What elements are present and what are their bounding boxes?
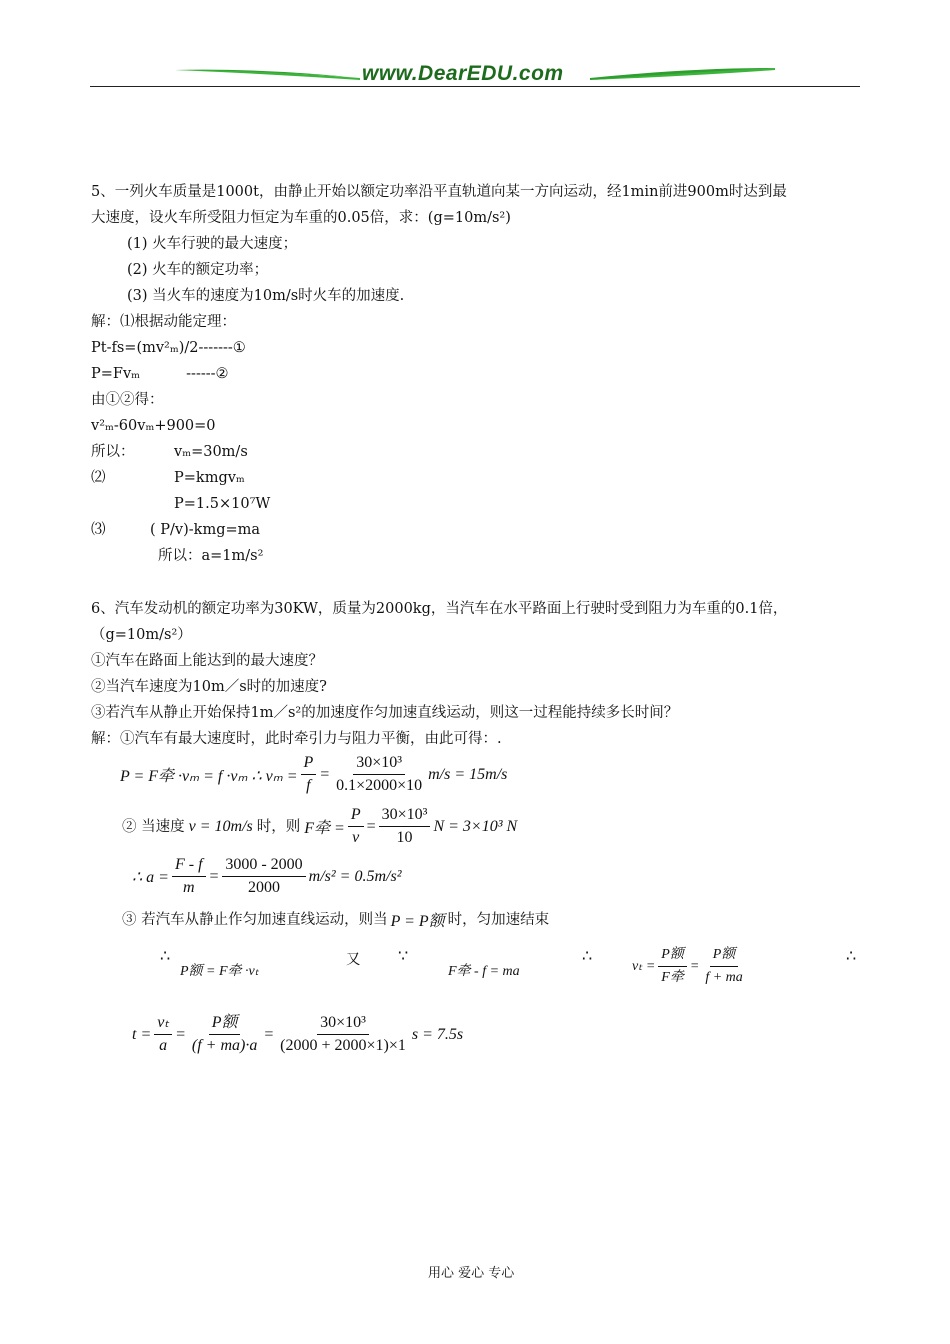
q6-equation-2: ② 当速度 v = 10m/s 时，则 F牵 = $\frac{P}{v}$ = $\frac{\text{30×10³}}{10}$ N = 3×10³ N	[122, 806, 518, 846]
q6-solution-intro: 解：①汽车有最大速度时，此时牵引力与阻力平衡，由此可得：.	[91, 731, 502, 747]
eq6-f1-num: vₜ	[154, 1014, 172, 1035]
q5-solution-4: 由①②得：	[91, 392, 164, 408]
q5-solution-9-label: ⑶	[91, 522, 106, 538]
eq3-pre: ∴ a =	[132, 868, 169, 886]
eq6-lhs: t =	[132, 1025, 152, 1043]
eq4-condition: P = P额	[390, 913, 445, 930]
q5-solution-7-label: ⑵	[91, 470, 106, 486]
eq6-f3-num: 30×10³	[317, 1014, 369, 1035]
q5-solution-6-label: 所以：	[91, 444, 135, 460]
eq2-force: F牵 =	[304, 820, 345, 837]
eq3-f1-den: m	[182, 879, 195, 896]
q6-line1: 6、汽车发动机的额定功率为30KW，质量为2000kg，当汽车在水平路面上行驶时受到阻力为车重的0.1倍，	[91, 601, 788, 617]
eq3-f2-den: 2000	[247, 879, 280, 896]
q5-solution-8: P=1.5×10⁷W	[174, 496, 271, 512]
eq5-therefore-1: ∴	[160, 948, 171, 965]
eq1-lhs: P = F牵 ·vₘ = f ·vₘ ∴ vₘ =	[120, 768, 298, 785]
logo-text: www.DearEDU.com	[362, 62, 564, 85]
eq1-f1-num: P	[301, 754, 317, 775]
eq1-f2-den: 0.1×2000×10	[336, 777, 423, 794]
eq2-mid: 时，则	[256, 818, 301, 835]
q5-sub3: (3) 当火车的速度为10m/s时火车的加速度.	[127, 288, 405, 304]
q5-solution-9-value: ( P/v)-kmg=ma	[150, 522, 261, 538]
eq1-f2-num: 30×10³	[353, 754, 405, 775]
q5-sub2: (2) 火车的额定功率；	[127, 262, 269, 278]
q6-sub3: ③若汽车从静止开始保持1m／s²的加速度作匀加速直线运动，则这一过程能持续多长时间？	[91, 705, 679, 721]
eq3-f2-num: 3000 - 2000	[222, 856, 305, 877]
q6-equation-4	[122, 908, 549, 931]
eq5-therefore-3: ∴	[846, 948, 857, 965]
eq2-velocity: v = 10m/s	[188, 817, 253, 835]
eq5-a: P额 = F牵 ·vₜ	[180, 964, 259, 979]
q5-solution-1: 解：⑴根据动能定理：	[91, 314, 236, 330]
eq5-c-lhs: vₜ =	[632, 959, 656, 974]
eq6-f2-num: P额	[209, 1014, 241, 1035]
eq6-fraction-2	[189, 1014, 260, 1055]
eq1-fraction-1	[301, 754, 317, 795]
eq5-because: ∵	[398, 948, 409, 965]
eq1-f1-den: f	[306, 777, 311, 794]
q6-equation-3: ∴ a = $\frac{F - f}{m}$ = $\frac{3000 - 2000}{2000}$ m/s² = 0.5m/s²	[132, 856, 402, 896]
q5-line2: 大速度，设火车所受阻力恒定为车重的0.05倍，求：(g=10m/s²)	[91, 210, 511, 226]
eq6-f2-den: (f + ma)·a	[191, 1037, 258, 1054]
eq2-f1-num: P	[348, 806, 364, 827]
eq5-c: vₜ = $\frac{\text{P额}}{\text{F牵}}$ = $\frac{\text{P额}}{f + ma}$	[632, 946, 749, 987]
q6-line2: （g=10m/s²）	[91, 627, 192, 643]
q5-solution-10: 所以：a=1m/s²	[158, 548, 264, 564]
eq2-pre: ② 当速度	[122, 818, 185, 835]
q5-solution-3: P=Fvₘ ------②	[91, 366, 229, 382]
q6-sub1: ①汽车在路面上能达到的最大速度？	[91, 653, 323, 669]
eq1-rhs: m/s = 15m/s	[428, 765, 508, 783]
eq5-therefore-2: ∴	[582, 948, 593, 965]
eq6-rhs: s = 7.5s	[411, 1025, 464, 1043]
q6-sub2: ②当汽车速度为10m／s时的加速度?	[91, 679, 327, 695]
eq5-c-fraction-1	[658, 946, 687, 987]
eq6-fraction-1	[154, 1014, 172, 1055]
eq2-f2-den: 10	[396, 829, 413, 846]
q6-equation-6: t = $\frac{\text{vₜ}}{a}$ = $\frac{\text{P额}}{(f + ma)\cdot a}$ = $\frac{\text{30×10³}}{(2000 + 2000\times 1)\times 1}$ s = 7.5s	[132, 1014, 464, 1054]
eq3-f1-num: F - f	[172, 856, 206, 877]
eq5-b: F牵 - f = ma	[448, 964, 520, 979]
q5-solution-2: Pt-fs=(mv²ₘ)/2-------①	[91, 340, 246, 356]
eq2-fraction-1	[348, 806, 364, 847]
eq4-tail: 时，匀加速结束	[447, 911, 550, 928]
eq4-text: ③ 若汽车从静止作匀加速直线运动，则当	[122, 911, 388, 928]
eq2-fraction-2	[379, 806, 431, 847]
q5-line1: 5、一列火车质量是1000t，由静止开始以额定功率沿平直轨道向某一方向运动，经1min前进900m时达到最	[91, 184, 787, 200]
eq5-cf2-num: P额	[710, 946, 739, 967]
eq5-cf1-num: P额	[658, 946, 687, 967]
eq3-rhs: m/s² = 0.5m/s²	[308, 867, 402, 885]
q5-sub1: (1) 火车行驶的最大速度；	[127, 236, 298, 252]
eq5-cf1-den: F牵	[661, 970, 684, 985]
eq5-cf2-den: f + ma	[705, 970, 743, 985]
eq5-you: 又	[346, 952, 361, 968]
page-footer: 用心 爱心 专心	[428, 1266, 515, 1281]
eq6-fraction-3	[277, 1014, 409, 1055]
eq1-fraction-2	[333, 754, 425, 795]
eq2-f1-den: v	[352, 829, 360, 846]
eq5-c-fraction-2	[702, 946, 745, 987]
q5-solution-7-value: P=kmgvₘ	[174, 470, 245, 486]
q5-solution-6-value: vₘ=30m/s	[174, 444, 248, 460]
q6-equation-1	[120, 754, 507, 795]
eq2-rhs: N = 3×10³ N	[433, 817, 518, 835]
eq6-f1-den: a	[159, 1037, 168, 1054]
eq1-equals: =	[319, 765, 331, 783]
eq2-f2-num: 30×10³	[379, 806, 431, 827]
eq3-fraction-1	[172, 856, 206, 897]
eq6-f3-den: (2000 + 2000×1)×1	[280, 1037, 406, 1054]
header-divider	[90, 86, 860, 87]
q5-solution-5: v²ₘ-60vₘ+900=0	[91, 418, 216, 434]
eq3-fraction-2	[222, 856, 305, 897]
